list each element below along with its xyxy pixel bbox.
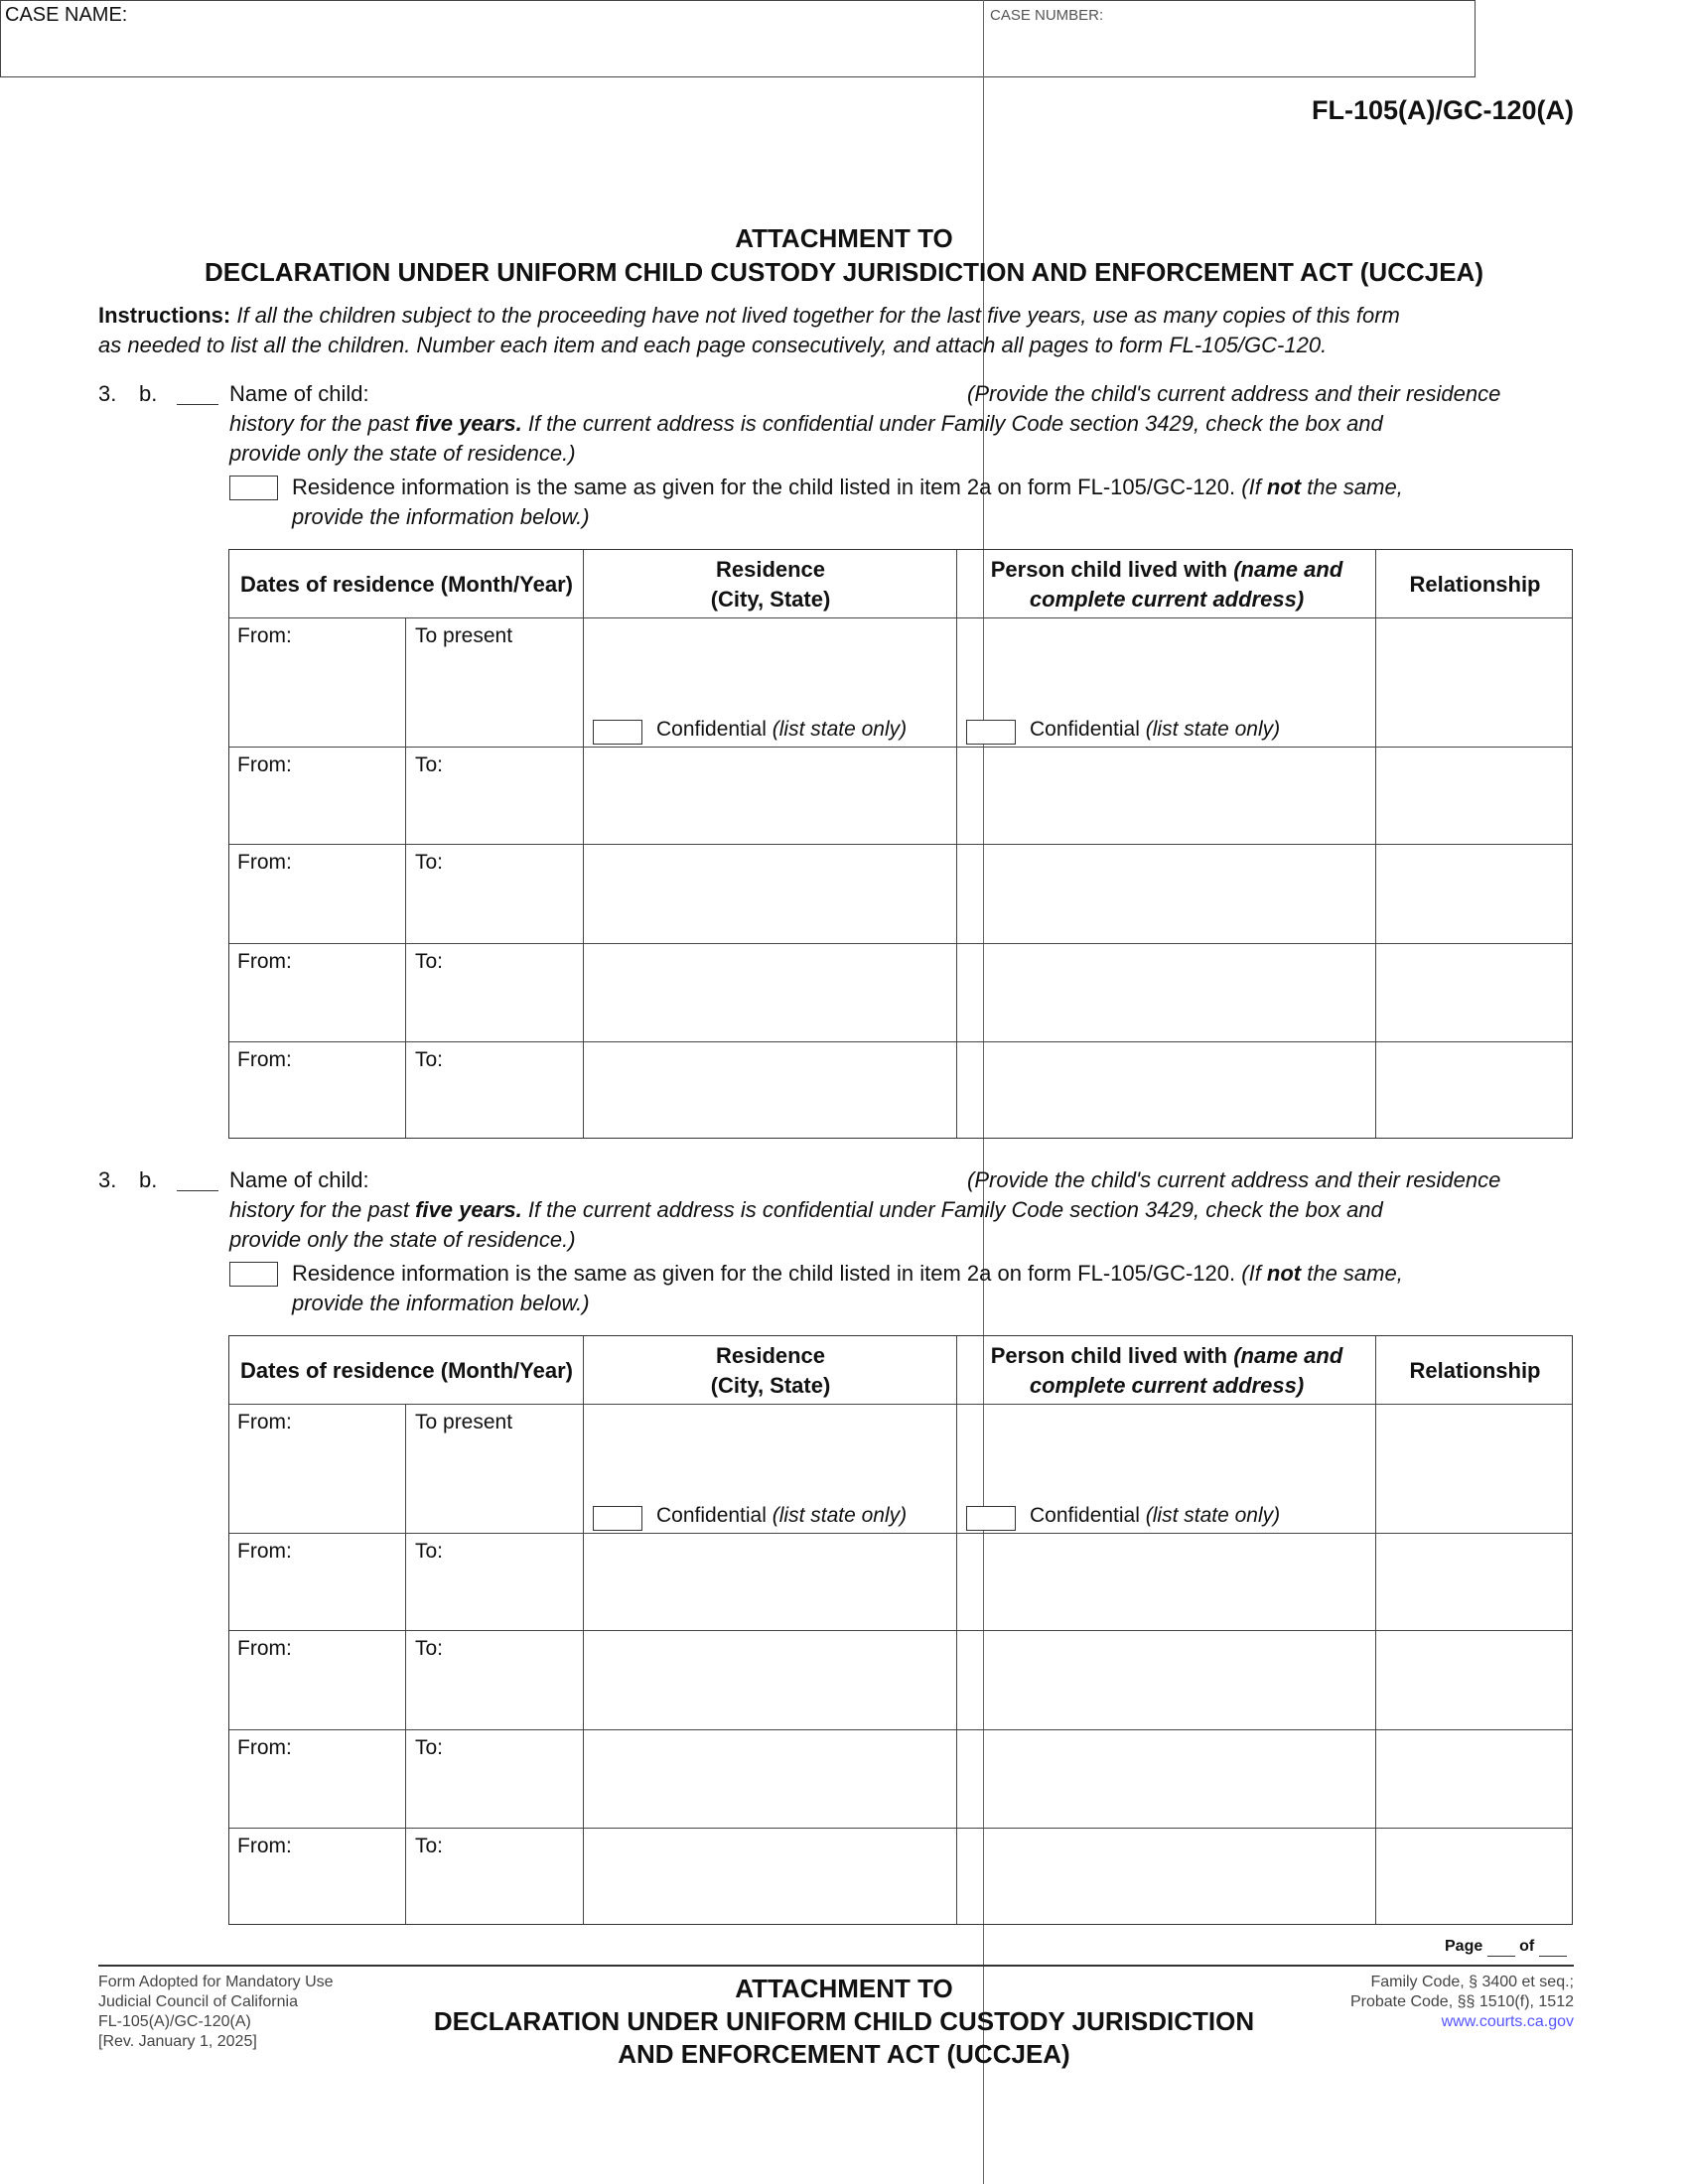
relationship-field[interactable] — [1379, 1045, 1569, 1137]
confidential-note: (list state only) — [772, 718, 908, 741]
relationship-field[interactable] — [1379, 621, 1569, 745]
page-number-field[interactable] — [1487, 1938, 1515, 1957]
from-date-field[interactable] — [229, 1762, 402, 1825]
relationship-field[interactable] — [1379, 751, 1569, 842]
same-residence-note: not — [1266, 475, 1302, 499]
person-field[interactable] — [960, 1408, 1373, 1492]
same-residence-line-2: provide the information below.) — [292, 1291, 590, 1315]
name-of-child-field[interactable] — [397, 379, 953, 407]
footer-title-line: ATTACHMENT TO — [735, 1974, 953, 2003]
header-person-label: Person child lived with — [990, 556, 1234, 582]
to-label: To: — [415, 1540, 444, 1563]
person-field[interactable] — [960, 1634, 1373, 1727]
instructions — [98, 301, 1400, 331]
instructions-label: Instructions: — [98, 303, 231, 328]
same-residence-label: Residence information is the same as given for the child listed in item 2a on form FL-105/GC-120. — [292, 1261, 1242, 1286]
footer-right — [1350, 1973, 1574, 2032]
title-line-2: DECLARATION UNDER UNIFORM CHILD CUSTODY JURISDICTION AND ENFORCEMENT ACT (UCCJEA) — [205, 257, 1483, 287]
to-date-field[interactable] — [408, 1762, 580, 1825]
from-label: From: — [237, 753, 292, 776]
to-label: To: — [415, 950, 444, 973]
to-date-field[interactable] — [408, 1566, 580, 1627]
confidential-text: Confidential — [1030, 718, 1146, 741]
person-field[interactable] — [960, 947, 1373, 1039]
header-person-text — [965, 555, 1368, 614]
to-label: To: — [415, 851, 444, 874]
item-check-line[interactable] — [177, 1190, 218, 1191]
residence-field[interactable] — [587, 1537, 954, 1628]
column-divider — [405, 1405, 406, 1924]
confidential-text: Confidential — [656, 1504, 773, 1527]
history-text: If the current address is confidential under Family Code section 3429, check the box and — [521, 1197, 1383, 1222]
to-date-field[interactable] — [408, 1663, 580, 1726]
footer-left-line: Form Adopted for Mandatory Use — [98, 1974, 334, 1990]
case-name-label: CASE NAME: — [5, 4, 128, 26]
name-of-child-label: Name of child: — [229, 381, 369, 406]
from-label: From: — [237, 1736, 292, 1759]
row-divider — [229, 1828, 1572, 1829]
provide-instructions: (Provide the child's current address and their residence — [967, 1167, 1501, 1192]
to-date-field[interactable] — [408, 1860, 580, 1922]
header-residence: Residence (City, State) — [710, 556, 831, 612]
page-total-field[interactable] — [1539, 1938, 1567, 1957]
relationship-field[interactable] — [1379, 1634, 1569, 1727]
row-divider — [229, 1533, 1572, 1534]
relationship-field[interactable] — [1379, 1408, 1569, 1531]
confidential-label — [656, 718, 907, 742]
to-label: To present — [415, 1411, 513, 1433]
residence-field[interactable] — [587, 1634, 954, 1727]
item-number: 3. — [98, 1167, 117, 1192]
item-letter: b. — [139, 1167, 158, 1192]
same-residence-note: the same, — [1301, 1261, 1403, 1286]
from-label: From: — [237, 950, 292, 973]
form-number: FL-105(A)/GC-120(A) — [1311, 95, 1574, 125]
to-date-field[interactable] — [408, 877, 580, 940]
header-dates: Dates of residence (Month/Year) — [240, 1357, 573, 1383]
from-date-field[interactable] — [229, 1566, 402, 1627]
residence-field[interactable] — [587, 1408, 954, 1492]
row-divider — [229, 943, 1572, 944]
person-field[interactable] — [960, 621, 1373, 706]
column-divider — [405, 618, 406, 1138]
footer-left-line: Judicial Council of California — [98, 1993, 298, 2010]
instructions-line-2: as needed to list all the children. Number each item and each page consecutively, and attach all pages to form FL-105/GC-120. — [98, 333, 1328, 357]
case-number-field[interactable] — [985, 22, 1472, 71]
same-residence-note: the same, — [1301, 475, 1403, 499]
person-confidential-checkbox[interactable] — [966, 1506, 1016, 1531]
footer-left-line: [Rev. January 1, 2025] — [98, 2033, 257, 2050]
case-number-label: CASE NUMBER: — [990, 7, 1104, 24]
same-residence-note: (If — [1241, 1261, 1267, 1286]
residence-table — [228, 549, 1573, 1139]
relationship-field[interactable] — [1379, 848, 1569, 941]
from-date-field[interactable] — [229, 650, 402, 744]
to-label: To present — [415, 624, 513, 647]
residence-field[interactable] — [587, 1045, 954, 1137]
from-label: From: — [237, 1835, 292, 1857]
from-date-field[interactable] — [229, 1860, 402, 1922]
instructions-line-1: If all the children subject to the proceeding have not lived together for the last five years, use as many copies of this form — [236, 303, 1400, 328]
history-text: history for the past — [229, 1197, 416, 1222]
confidential-note: (list state only) — [1145, 718, 1281, 741]
same-residence-note: (If — [1241, 475, 1267, 499]
of-label: of — [1519, 1938, 1535, 1955]
from-date-field[interactable] — [229, 1436, 402, 1530]
from-label: From: — [237, 1637, 292, 1660]
item-letter: b. — [139, 381, 158, 406]
header-person-italic: (name and complete current address) — [1029, 556, 1343, 612]
courts-website-link[interactable]: www.courts.ca.gov — [1441, 2013, 1574, 2030]
residence-field[interactable] — [587, 751, 954, 842]
person-field[interactable] — [960, 751, 1373, 842]
header-person-label: Person child lived with — [990, 1342, 1234, 1368]
header-relationship: Relationship — [1409, 1357, 1541, 1383]
history-instructions-line-3: provide only the state of residence.) — [229, 1227, 576, 1252]
page-number — [1445, 1938, 1567, 1957]
row-divider — [229, 1729, 1572, 1730]
page-label: Page — [1445, 1938, 1483, 1955]
to-date-field[interactable] — [408, 976, 580, 1038]
header-person — [957, 550, 1376, 618]
residence-field[interactable] — [587, 947, 954, 1039]
confidential-note: (list state only) — [772, 1504, 908, 1527]
item-number: 3. — [98, 381, 117, 406]
residence-confidential-checkbox[interactable] — [593, 1506, 642, 1531]
from-date-field[interactable] — [229, 779, 402, 841]
footer-title-line: AND ENFORCEMENT ACT (UCCJEA) — [618, 2039, 1070, 2069]
same-residence-note: not — [1266, 1261, 1302, 1286]
header-person-text — [965, 1341, 1368, 1401]
from-date-field[interactable] — [229, 1663, 402, 1726]
footer-left-line: FL-105(A)/GC-120(A) — [98, 2013, 251, 2030]
same-residence-checkbox[interactable] — [229, 476, 278, 500]
person-field[interactable] — [960, 1537, 1373, 1628]
confidential-label — [656, 1504, 907, 1528]
person-field[interactable] — [960, 848, 1373, 941]
row-divider — [229, 747, 1572, 748]
relationship-field[interactable] — [1379, 1537, 1569, 1628]
row-divider — [229, 1630, 1572, 1631]
from-date-field[interactable] — [229, 877, 402, 940]
row-divider — [229, 844, 1572, 845]
history-instructions — [229, 409, 1383, 439]
to-label: To: — [415, 1736, 444, 1759]
residence-field[interactable] — [587, 1733, 954, 1826]
item-check-line[interactable] — [177, 404, 218, 405]
from-label: From: — [237, 1411, 292, 1433]
same-residence-checkbox[interactable] — [229, 1262, 278, 1287]
confidential-text: Confidential — [656, 718, 773, 741]
person-field[interactable] — [960, 1733, 1373, 1826]
case-name-field[interactable] — [0, 22, 978, 71]
row-divider — [229, 1041, 1572, 1042]
same-residence-line-2: provide the information below.) — [292, 504, 590, 529]
title-line-1: ATTACHMENT TO — [735, 223, 953, 253]
person-field[interactable] — [960, 1045, 1373, 1137]
confidential-text: Confidential — [1030, 1504, 1146, 1527]
to-label: To: — [415, 753, 444, 776]
history-instructions — [229, 1195, 1383, 1225]
header-person-italic: (name and complete current address) — [1029, 1342, 1343, 1398]
same-residence-text — [292, 473, 1403, 502]
from-label: From: — [237, 1048, 292, 1071]
residence-field[interactable] — [587, 621, 954, 706]
from-label: From: — [237, 851, 292, 874]
from-label: From: — [237, 1540, 292, 1563]
residence-field[interactable] — [587, 1832, 954, 1923]
header-residence: Residence (City, State) — [710, 1342, 831, 1398]
same-residence-text — [292, 1259, 1403, 1289]
relationship-field[interactable] — [1379, 947, 1569, 1039]
header-dates: Dates of residence (Month/Year) — [240, 571, 573, 597]
history-text: If the current address is confidential under Family Code section 3429, check the box and — [521, 411, 1383, 436]
relationship-field[interactable] — [1379, 1733, 1569, 1826]
confidential-note: (list state only) — [1145, 1504, 1281, 1527]
history-bold: five years. — [415, 411, 522, 436]
history-text: history for the past — [229, 411, 416, 436]
same-residence-label: Residence information is the same as given for the child listed in item 2a on form FL-105/GC-120. — [292, 475, 1242, 499]
person-confidential-checkbox[interactable] — [966, 720, 1016, 745]
to-date-field[interactable] — [408, 779, 580, 841]
from-date-field[interactable] — [229, 1074, 402, 1136]
header-relationship: Relationship — [1409, 571, 1541, 597]
from-date-field[interactable] — [229, 976, 402, 1038]
confidential-label — [1030, 1504, 1280, 1528]
header-person — [957, 1336, 1376, 1405]
footer-divider — [98, 1965, 1574, 1967]
relationship-field[interactable] — [1379, 1832, 1569, 1923]
from-label: From: — [237, 624, 292, 647]
confidential-label — [1030, 718, 1280, 742]
history-bold: five years. — [415, 1197, 522, 1222]
to-label: To: — [415, 1637, 444, 1660]
to-label: To: — [415, 1835, 444, 1857]
to-date-field[interactable] — [408, 1074, 580, 1136]
provide-instructions: (Provide the child's current address and their residence — [967, 381, 1501, 406]
name-of-child-field[interactable] — [397, 1165, 953, 1193]
footer-right-line: Probate Code, §§ 1510(f), 1512 — [1349, 1993, 1574, 2010]
footer-title-line: DECLARATION UNDER UNIFORM CHILD CUSTODY JURISDICTION — [433, 2006, 1255, 2036]
residence-table — [228, 1335, 1573, 1925]
footer-right-line: Family Code, § 3400 et seq.; — [1370, 1974, 1574, 1990]
case-header-box — [0, 0, 1476, 77]
to-label: To: — [415, 1048, 444, 1071]
name-of-child-label: Name of child: — [229, 1167, 369, 1192]
residence-confidential-checkbox[interactable] — [593, 720, 642, 745]
history-instructions-line-3: provide only the state of residence.) — [229, 441, 576, 466]
person-field[interactable] — [960, 1832, 1373, 1923]
residence-field[interactable] — [587, 848, 954, 941]
